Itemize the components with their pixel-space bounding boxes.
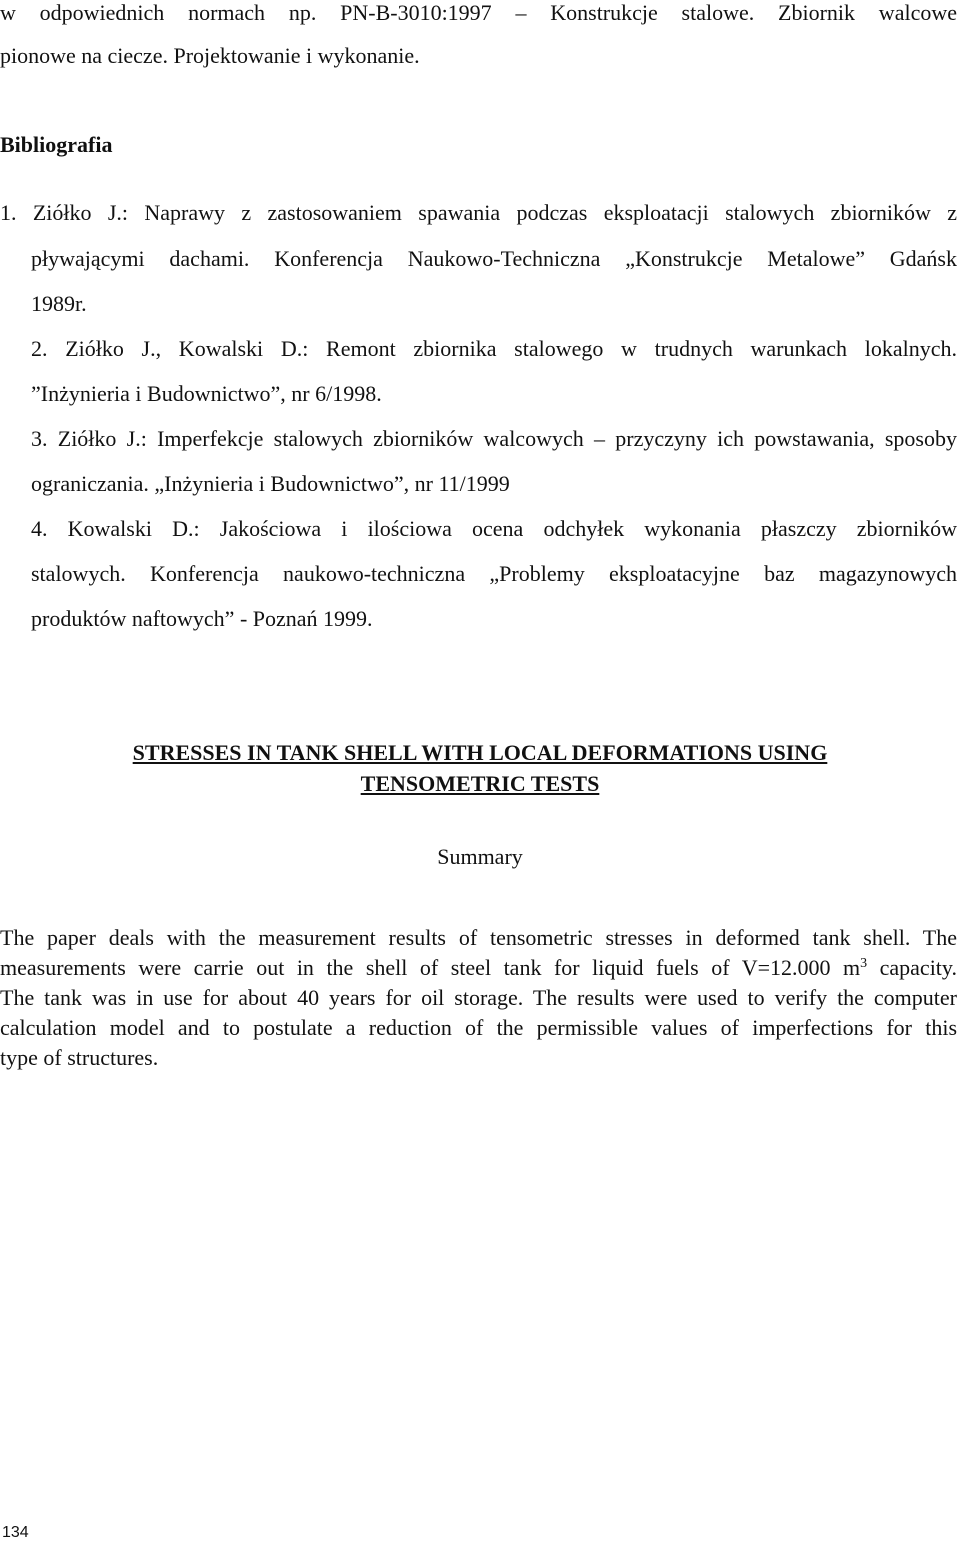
superscript-exponent: 3	[860, 956, 868, 971]
summary-heading: Summary	[437, 844, 523, 869]
english-title-line: STRESSES IN TANK SHELL WITH LOCAL DEFORMATIONS USING	[132, 740, 828, 765]
reference-line: produktów naftowych” - Poznań 1999.	[31, 606, 373, 631]
reference-line: 1989r.	[31, 291, 87, 316]
reference-line: 4. Kowalski D.: Jakościowa i ilościowa ocena odchyłek wykonania płaszczy zbiorników	[31, 516, 957, 541]
summary-line: The tank was in use for about 40 years for oil storage. The results were used to verify the computer	[0, 985, 957, 1010]
summary-text: measurements were carrie out in the shell of steel tank for liquid fuels of V=12.000 m	[0, 955, 861, 980]
intro-line: w odpowiednich normach np. PN-B-3010:1997 – Konstrukcje stalowe. Zbiornik walcowe	[0, 0, 957, 25]
summary-line	[0, 955, 957, 981]
reference-line: stalowych. Konferencja naukowo-techniczna „Problemy eksploatacyjne baz magazynowych	[31, 561, 957, 586]
reference-line: 2. Ziółko J., Kowalski D.: Remont zbiornika stalowego w trudnych warunkach lokalnych.	[31, 336, 957, 361]
reference-line: 1. Ziółko J.: Naprawy z zastosowaniem spawania podczas eksploatacji stalowych zbiorników z	[0, 200, 957, 225]
reference-line: ograniczania. „Inżynieria i Budownictwo”, nr 11/1999	[31, 471, 510, 496]
summary-line: type of structures.	[0, 1045, 159, 1070]
summary-line: The paper deals with the measurement results of tensometric stresses in deformed tank shell. The	[0, 925, 957, 950]
intro-line: pionowe na ciecze. Projektowanie i wykonanie.	[0, 43, 420, 68]
bibliography-heading: Bibliografia	[0, 132, 113, 157]
summary-line: calculation model and to postulate a reduction of the permissible values of imperfections for this	[0, 1015, 957, 1040]
reference-line: ”Inżynieria i Budownictwo”, nr 6/1998.	[31, 381, 382, 406]
summary-text: capacity.	[867, 955, 957, 980]
reference-line: 3. Ziółko J.: Imperfekcje stalowych zbiorników walcowych – przyczyny ich powstawania, sposoby	[31, 426, 957, 451]
reference-line: pływającymi dachami. Konferencja Naukowo-Techniczna „Konstrukcje Metalowe” Gdańsk	[31, 246, 957, 271]
english-title-line: TENSOMETRIC TESTS	[360, 771, 600, 796]
page-number: 134	[2, 1524, 29, 1541]
